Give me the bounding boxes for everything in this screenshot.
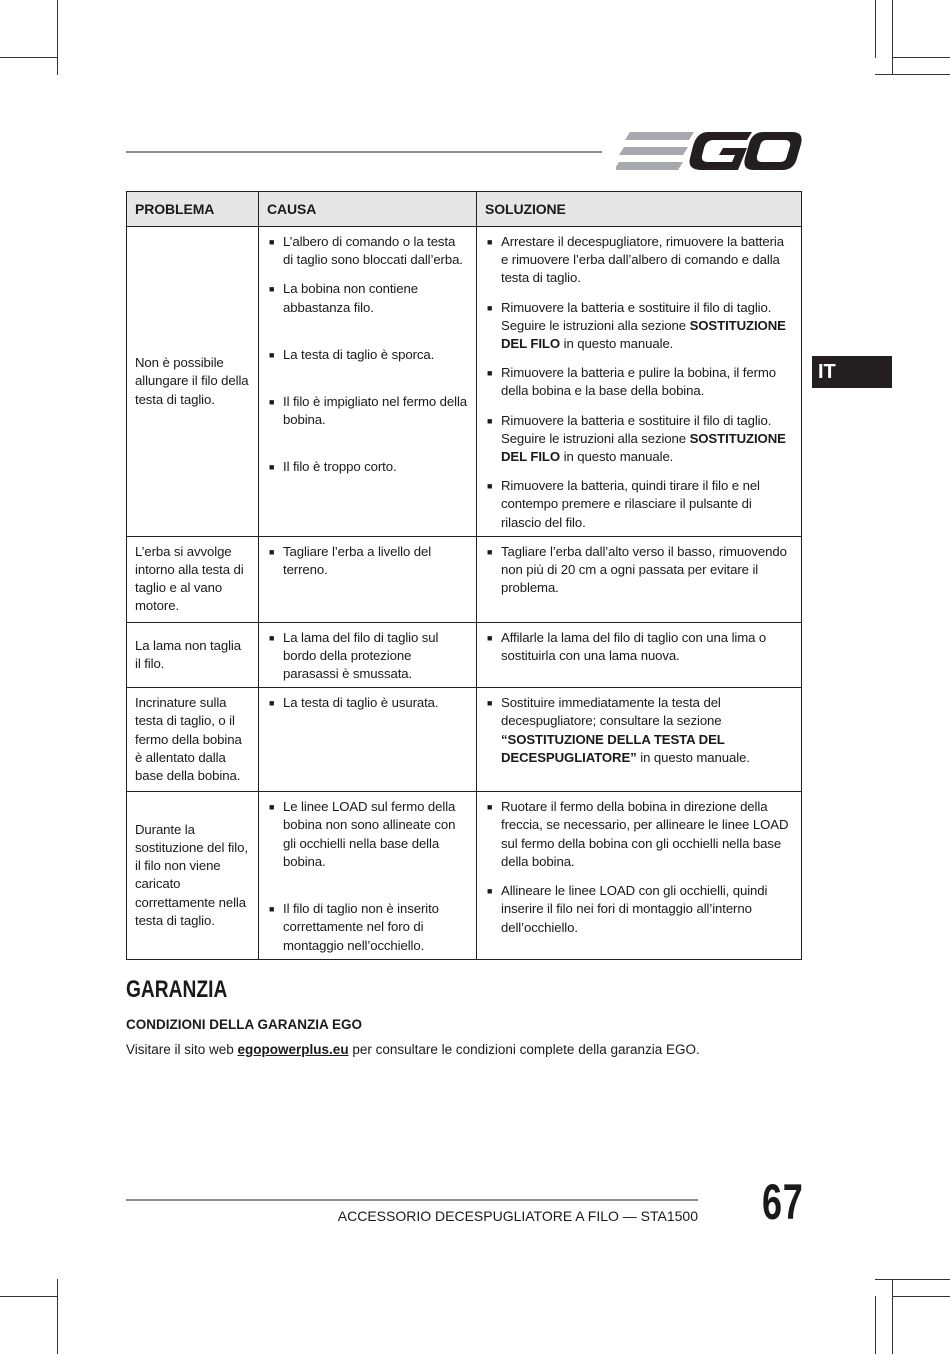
cause-text: La lama del filo di taglio sul bordo della protezione parasassi è smussata. <box>283 629 439 682</box>
warranty-link[interactable]: egopowerplus.eu <box>237 1042 349 1057</box>
footer-rule <box>126 1199 698 1201</box>
cause-cell <box>259 536 477 622</box>
crop-mark <box>875 0 876 58</box>
crop-mark <box>892 1279 893 1354</box>
cause-text: Il filo è impigliato nel fermo della bobina. <box>283 394 468 428</box>
problem-text: Incrinature sulla testa di taglio, o il fermo della bobina è allentato dalla base della bobina. <box>135 695 242 784</box>
crop-mark <box>875 1279 950 1280</box>
paragraph-text: per consultare le condizioni complete della garanzia EGO. <box>348 1042 700 1057</box>
crop-mark <box>875 74 950 75</box>
paragraph-text: Visitare il sito web <box>126 1042 238 1057</box>
header-rule <box>126 151 602 153</box>
cause-text: La testa di taglio è usurata. <box>283 695 439 711</box>
bullet-square-icon: ■ <box>487 481 493 492</box>
bullet-square-icon: ■ <box>269 802 275 813</box>
crop-mark <box>875 1296 876 1354</box>
problem-cell <box>127 792 259 959</box>
crop-mark <box>892 1296 950 1297</box>
bullet-square-icon: ■ <box>269 546 275 557</box>
solution-cell <box>477 792 802 959</box>
solution-item <box>485 412 793 467</box>
bullet-square-icon: ■ <box>487 368 493 379</box>
solution-text-part: Rimuovere la batteria e sostituire il filo di taglio. Seguire le istruzioni alla sezione <box>501 299 772 333</box>
solution-text-part: in questo manuale. <box>560 449 674 465</box>
section-reference: SOSTITUZIONE DEL FILO <box>501 430 786 465</box>
language-tab: IT <box>812 356 892 388</box>
solution-text <box>501 299 793 354</box>
solution-item <box>485 364 793 400</box>
cause-item <box>267 694 468 712</box>
cause-item <box>267 233 468 269</box>
solution-text: Rimuovere la batteria, quindi tirare il filo e nel contempo premere e rilasciare il pulsante di rilascio del filo. <box>501 478 760 530</box>
troubleshooting-table <box>126 191 802 960</box>
solution-text: Rimuovere la batteria e pulire la bobina, il fermo della bobina e la base della bobina. <box>501 365 777 399</box>
solution-item <box>485 233 793 288</box>
bullet-square-icon: ■ <box>487 302 493 313</box>
cause-item <box>267 629 468 684</box>
cause-cell <box>259 792 477 959</box>
cause-text: La bobina non contiene abbastanza filo. <box>283 281 418 315</box>
problem-cell <box>127 688 259 792</box>
solution-text: Arrestare il decespugliatore, rimuovere la batteria e rimuovere l’erba dall’albero di comando e dalla testa di taglio. <box>501 234 784 286</box>
problem-cell <box>127 227 259 537</box>
table-row <box>127 622 802 688</box>
solution-text-part: Rimuovere la batteria e sostituire il filo di taglio. Seguire le istruzioni alla sezione <box>501 412 772 446</box>
solution-text: Affilarle la lama del filo di taglio con una lima o sostituirla con una lama nuova. <box>501 629 767 663</box>
cause-cell <box>259 688 477 792</box>
problem-text: L’erba si avvolge intorno alla testa di taglio e al vano motore. <box>135 543 244 614</box>
cause-item <box>267 798 468 871</box>
header-problema: PROBLEMA <box>127 192 259 227</box>
table-row <box>127 792 802 959</box>
cause-text: Tagliare l’erba a livello del terreno. <box>283 543 432 578</box>
section-heading: GARANZIA <box>126 976 228 1003</box>
table-header-row <box>127 192 802 227</box>
solution-text-part: in questo manuale. <box>560 336 674 352</box>
solution-item <box>485 299 793 354</box>
crop-mark <box>57 1279 58 1354</box>
bullet-square-icon: ■ <box>269 284 275 295</box>
cause-item <box>267 900 468 955</box>
solution-item <box>485 798 793 871</box>
crop-mark <box>0 1296 58 1297</box>
bullet-square-icon: ■ <box>269 632 275 643</box>
solution-cell <box>477 536 802 622</box>
bullet-square-icon: ■ <box>487 802 493 813</box>
table-row <box>127 536 802 622</box>
solution-item <box>485 882 793 937</box>
solution-text: Ruotare il fermo della bobina in direzione della freccia, se necessario, per allineare le linee LOAD sul fermo della bobina con gli occhielli nella base della bobina. <box>501 799 789 869</box>
table-row <box>127 227 802 537</box>
bullet-square-icon: ■ <box>269 904 275 915</box>
solution-cell <box>477 688 802 792</box>
bullet-square-icon: ■ <box>269 349 275 360</box>
crop-mark <box>892 0 893 75</box>
cause-text: Il filo è troppo corto. <box>283 459 397 475</box>
solution-cell <box>477 622 802 688</box>
problem-text: Durante la sostituzione del filo, il filo non viene caricato correttamente nella testa di taglio. <box>135 821 248 928</box>
solution-text: Tagliare l’erba dall’alto verso il basso, rimuovendo non più di 20 cm a ogni passata per evitare il problema. <box>501 543 787 596</box>
cause-cell <box>259 622 477 688</box>
header-soluzione: SOLUZIONE <box>477 192 802 227</box>
footer-title: ACCESSORIO DECESPUGLIATORE A FILO — STA1500 <box>337 1208 698 1224</box>
solution-item <box>485 694 793 767</box>
bullet-square-icon: ■ <box>487 546 493 557</box>
bullet-square-icon: ■ <box>487 698 493 709</box>
solution-text-part: Sostituire immediatamente la testa del decespugliatore; consultare la sezione <box>501 695 722 729</box>
header-causa: CAUSA <box>259 192 477 227</box>
bullet-square-icon: ■ <box>269 397 275 408</box>
solution-text <box>501 412 793 467</box>
bullet-square-icon: ■ <box>487 632 493 643</box>
page-number: 67 <box>762 1174 804 1230</box>
problem-cell <box>127 622 259 688</box>
bullet-square-icon: ■ <box>269 237 275 247</box>
solution-text: Allineare le linee LOAD con gli occhielli, quindi inserire il filo nei fori di montaggio all’interno dell’occhiello. <box>501 883 768 935</box>
solution-text-part: in questo manuale. <box>636 749 750 765</box>
cause-text: Il filo di taglio non è inserito correttamente nel foro di montaggio nell’occhiello. <box>283 901 439 953</box>
bullet-square-icon: ■ <box>487 415 493 426</box>
problem-text: La lama non taglia il filo. <box>135 637 241 671</box>
cause-text: Le linee LOAD sul fermo della bobina non sono allineate con gli occhielli nella base della bobina. <box>283 799 456 869</box>
section-reference: SOSTITUZIONE DEL FILO <box>501 317 786 352</box>
crop-mark <box>892 57 950 58</box>
cause-item <box>267 393 468 429</box>
cause-item <box>267 280 468 316</box>
bullet-square-icon: ■ <box>487 237 493 247</box>
cause-item <box>267 346 468 364</box>
crop-mark <box>57 0 58 75</box>
solution-cell <box>477 227 802 537</box>
solution-item <box>485 629 793 665</box>
solution-item <box>485 543 793 598</box>
problem-text: Non è possibile allungare il filo della testa di taglio. <box>135 355 249 407</box>
warranty-paragraph <box>126 1042 700 1057</box>
bullet-square-icon: ■ <box>269 462 275 473</box>
bullet-square-icon: ■ <box>269 698 275 709</box>
section-reference: “SOSTITUZIONE DELLA TESTA DEL DECESPUGLIATORE” <box>501 731 725 765</box>
table-row <box>127 688 802 792</box>
solution-item <box>485 477 793 532</box>
cause-item <box>267 543 468 579</box>
section-subheading: CONDIZIONI DELLA GARANZIA EGO <box>126 1017 362 1032</box>
ego-logo <box>616 128 802 174</box>
cause-item <box>267 458 468 476</box>
cause-text: La testa di taglio è sporca. <box>283 346 435 362</box>
problem-cell <box>127 536 259 622</box>
cause-text: L’albero di comando o la testa di taglio sono bloccati dall’erba. <box>283 234 463 268</box>
bullet-square-icon: ■ <box>487 886 493 897</box>
solution-text <box>501 694 793 767</box>
cause-cell <box>259 227 477 537</box>
crop-mark <box>0 57 58 58</box>
